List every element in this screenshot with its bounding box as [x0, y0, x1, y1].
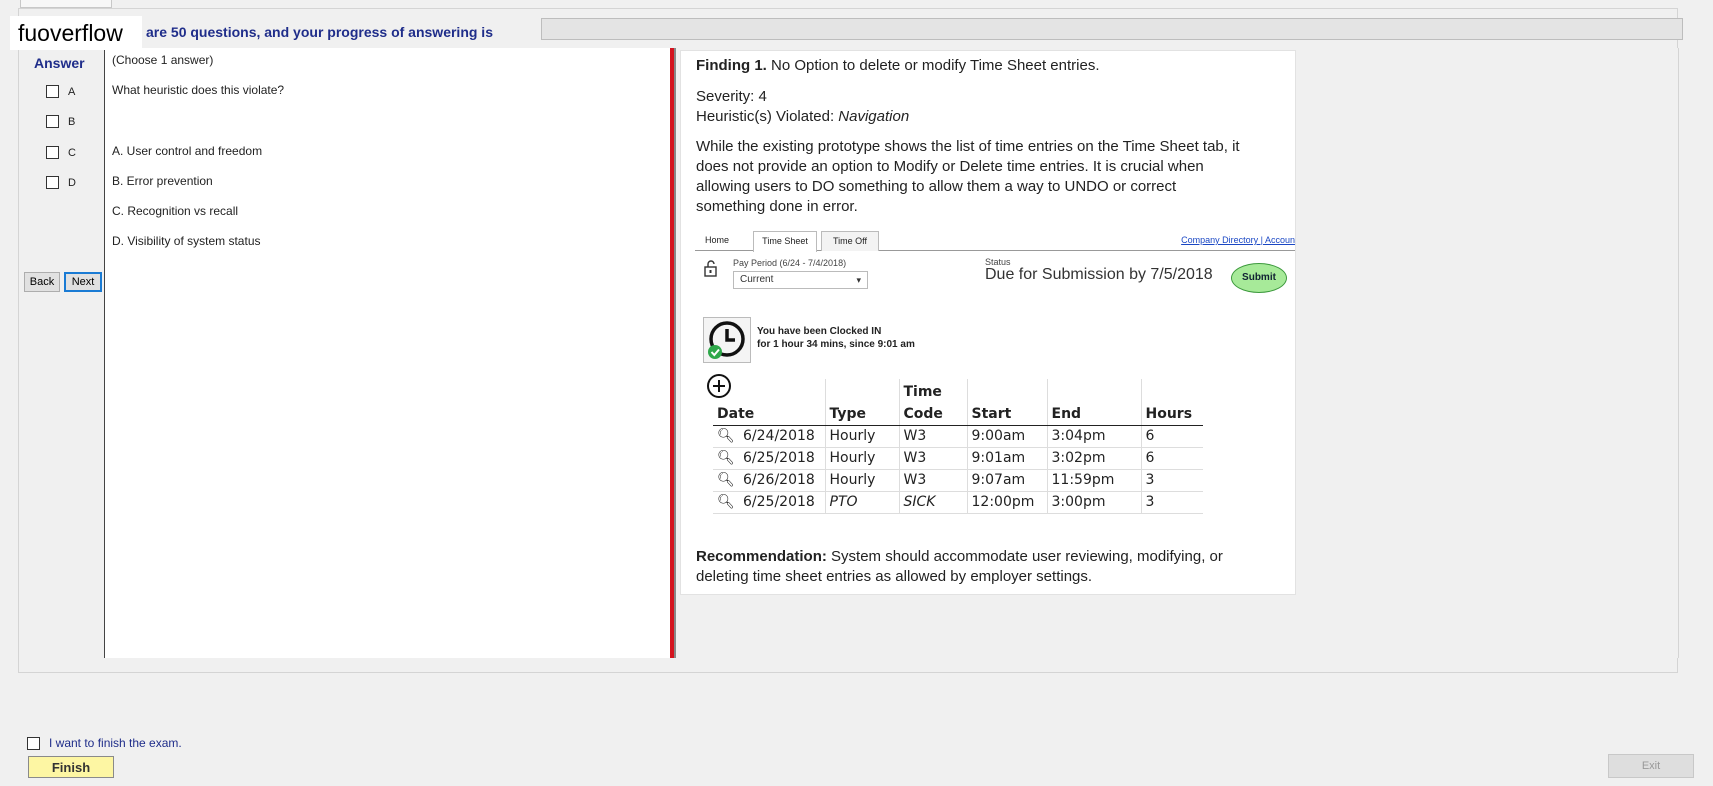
- recommendation-bold: Recommendation:: [696, 548, 827, 565]
- checkbox-d[interactable]: [46, 176, 59, 189]
- heuristic-value: Navigation: [838, 108, 910, 125]
- proto-pay-select: [733, 271, 868, 289]
- choice-a: A. User control and freedom: [112, 144, 263, 158]
- proto-tab-home: Home: [704, 235, 729, 245]
- heuristic-label: Heuristic(s) Violated:: [696, 108, 839, 125]
- finding-heuristic: [696, 107, 909, 127]
- col-type: Type: [825, 379, 899, 425]
- checkbox-c[interactable]: [46, 146, 59, 159]
- finding-title-bold: Finding 1.: [696, 57, 767, 74]
- cell-date-value: 6/24/2018: [743, 428, 815, 444]
- proto-clock-line2: for 1 hour 34 mins, since 9:01 am: [757, 339, 915, 350]
- cell-date: [713, 491, 825, 513]
- choice-d: D. Visibility of system status: [112, 234, 261, 248]
- col-end: End: [1047, 379, 1141, 425]
- cell-end: 11:59pm: [1047, 469, 1141, 491]
- cell-code: W3: [899, 447, 967, 469]
- cell-type: Hourly: [825, 447, 899, 469]
- cell-code: W3: [899, 469, 967, 491]
- cell-end: 3:00pm: [1047, 491, 1141, 513]
- option-d[interactable]: [46, 176, 76, 189]
- question-panel: [104, 48, 670, 658]
- cell-start: 9:00am: [967, 425, 1047, 447]
- progress-bar: [541, 18, 1683, 40]
- table-row: [713, 425, 1203, 447]
- cell-date: [713, 447, 825, 469]
- finish-exam-label: I want to finish the exam.: [49, 736, 182, 750]
- col-start: Start: [967, 379, 1047, 425]
- cell-date-value: 6/26/2018: [743, 472, 815, 488]
- cell-start: 9:07am: [967, 469, 1047, 491]
- cell-hours: 6: [1141, 425, 1203, 447]
- cell-date: [713, 469, 825, 491]
- cell-end: 3:02pm: [1047, 447, 1141, 469]
- finish-exam-option[interactable]: [27, 736, 182, 750]
- col-hours: Hours: [1141, 379, 1203, 425]
- recommendation-line2: deleting time sheet entries as allowed by employer settings.: [696, 568, 1093, 585]
- cell-date-value: 6/25/2018: [743, 494, 815, 510]
- finding-body-4: something done in error.: [696, 198, 858, 215]
- back-button[interactable]: Back: [24, 272, 60, 292]
- time-entries-table: [713, 379, 1203, 514]
- question-prompt: What heuristic does this violate?: [112, 83, 285, 97]
- finding-body-1: While the existing prototype shows the list of time entries on the Time Sheet tab, it: [696, 138, 1240, 155]
- proto-pay-period: Pay Period (6/24 - 7/4/2018): [733, 258, 847, 268]
- cell-hours: 3: [1141, 491, 1203, 513]
- prototype-tabs: [695, 229, 1295, 251]
- brand-logo: fuoverflow: [10, 16, 142, 50]
- finding-image: [680, 50, 1296, 595]
- magnifier-icon: 🔍︎: [717, 494, 735, 510]
- cell-code: SICK: [899, 491, 967, 513]
- finding-severity: Severity: 4: [696, 88, 767, 105]
- finish-button[interactable]: Finish: [28, 756, 114, 778]
- magnifier-icon: 🔍︎: [717, 450, 735, 466]
- proto-tab-timesheet: Time Sheet: [753, 231, 817, 252]
- option-d-label: D: [68, 176, 76, 189]
- table-row: [713, 469, 1203, 491]
- option-a[interactable]: [46, 85, 75, 98]
- cell-end: 3:04pm: [1047, 425, 1141, 447]
- proto-clock-text: [757, 325, 915, 351]
- finding-title-rest: No Option to delete or modify Time Sheet entries.: [766, 57, 1100, 74]
- cell-code: W3: [899, 425, 967, 447]
- checkbox-b[interactable]: [46, 115, 59, 128]
- option-c[interactable]: [46, 146, 76, 159]
- progress-text: are 50 questions, and your progress of answering is: [146, 24, 493, 40]
- top-tab: [20, 0, 112, 8]
- proto-company-link: Company Directory | Accoun: [1181, 235, 1295, 245]
- choice-b: B. Error prevention: [112, 174, 213, 188]
- finish-exam-checkbox[interactable]: [27, 737, 40, 750]
- answer-heading: Answer: [34, 55, 85, 71]
- col-timecode: Time Code: [899, 379, 967, 425]
- cell-date: [713, 425, 825, 447]
- magnifier-icon: 🔍︎: [717, 472, 735, 488]
- option-b-label: B: [68, 115, 76, 128]
- cell-date-value: 6/25/2018: [743, 450, 815, 466]
- cell-type: Hourly: [825, 469, 899, 491]
- question-instruction: (Choose 1 answer): [112, 53, 214, 67]
- proto-tab-timeoff: Time Off: [821, 231, 879, 251]
- option-b[interactable]: [46, 115, 75, 128]
- proto-pay-select-value: Current: [740, 274, 774, 285]
- magnifier-icon: 🔍︎: [717, 428, 735, 444]
- cell-start: 12:00pm: [967, 491, 1047, 513]
- unlock-icon: [703, 259, 719, 277]
- option-c-label: C: [68, 146, 76, 159]
- cell-hours: 3: [1141, 469, 1203, 491]
- proto-submit: Submit: [1231, 263, 1287, 293]
- proto-clock-line1: You have been Clocked IN: [757, 326, 882, 337]
- recommendation-rest: System should accommodate user reviewing, modifying, or: [826, 548, 1223, 565]
- clock-icon: [704, 318, 750, 362]
- table-row: [713, 447, 1203, 469]
- cell-start: 9:01am: [967, 447, 1047, 469]
- next-button[interactable]: Next: [64, 272, 102, 292]
- proto-status-value: Due for Submission by 7/5/2018: [985, 266, 1213, 283]
- proto-status-label: Status: [985, 257, 1011, 267]
- chevron-down-icon: ▾: [856, 275, 861, 285]
- table-row: [713, 491, 1203, 513]
- cell-hours: 6: [1141, 447, 1203, 469]
- proto-clock-box: [703, 317, 751, 363]
- answer-panel: [26, 50, 104, 658]
- cell-type: PTO: [825, 491, 899, 513]
- cell-type: Hourly: [825, 425, 899, 447]
- finding-body-3: allowing users to DO something to allow them a way to UNDO or correct: [696, 178, 1177, 195]
- exit-button[interactable]: Exit: [1608, 754, 1694, 778]
- option-a-label: A: [68, 85, 76, 98]
- checkbox-a[interactable]: [46, 85, 59, 98]
- finding-body-2: does not provide an option to Modify or Delete time entries. It is crucial when: [696, 158, 1204, 175]
- table-header-row: [713, 379, 1203, 425]
- recommendation: [696, 547, 1223, 567]
- col-date: Date: [713, 379, 825, 425]
- prototype-screenshot: [695, 229, 1295, 529]
- finding-title: [696, 56, 1100, 76]
- choice-c: C. Recognition vs recall: [112, 204, 239, 218]
